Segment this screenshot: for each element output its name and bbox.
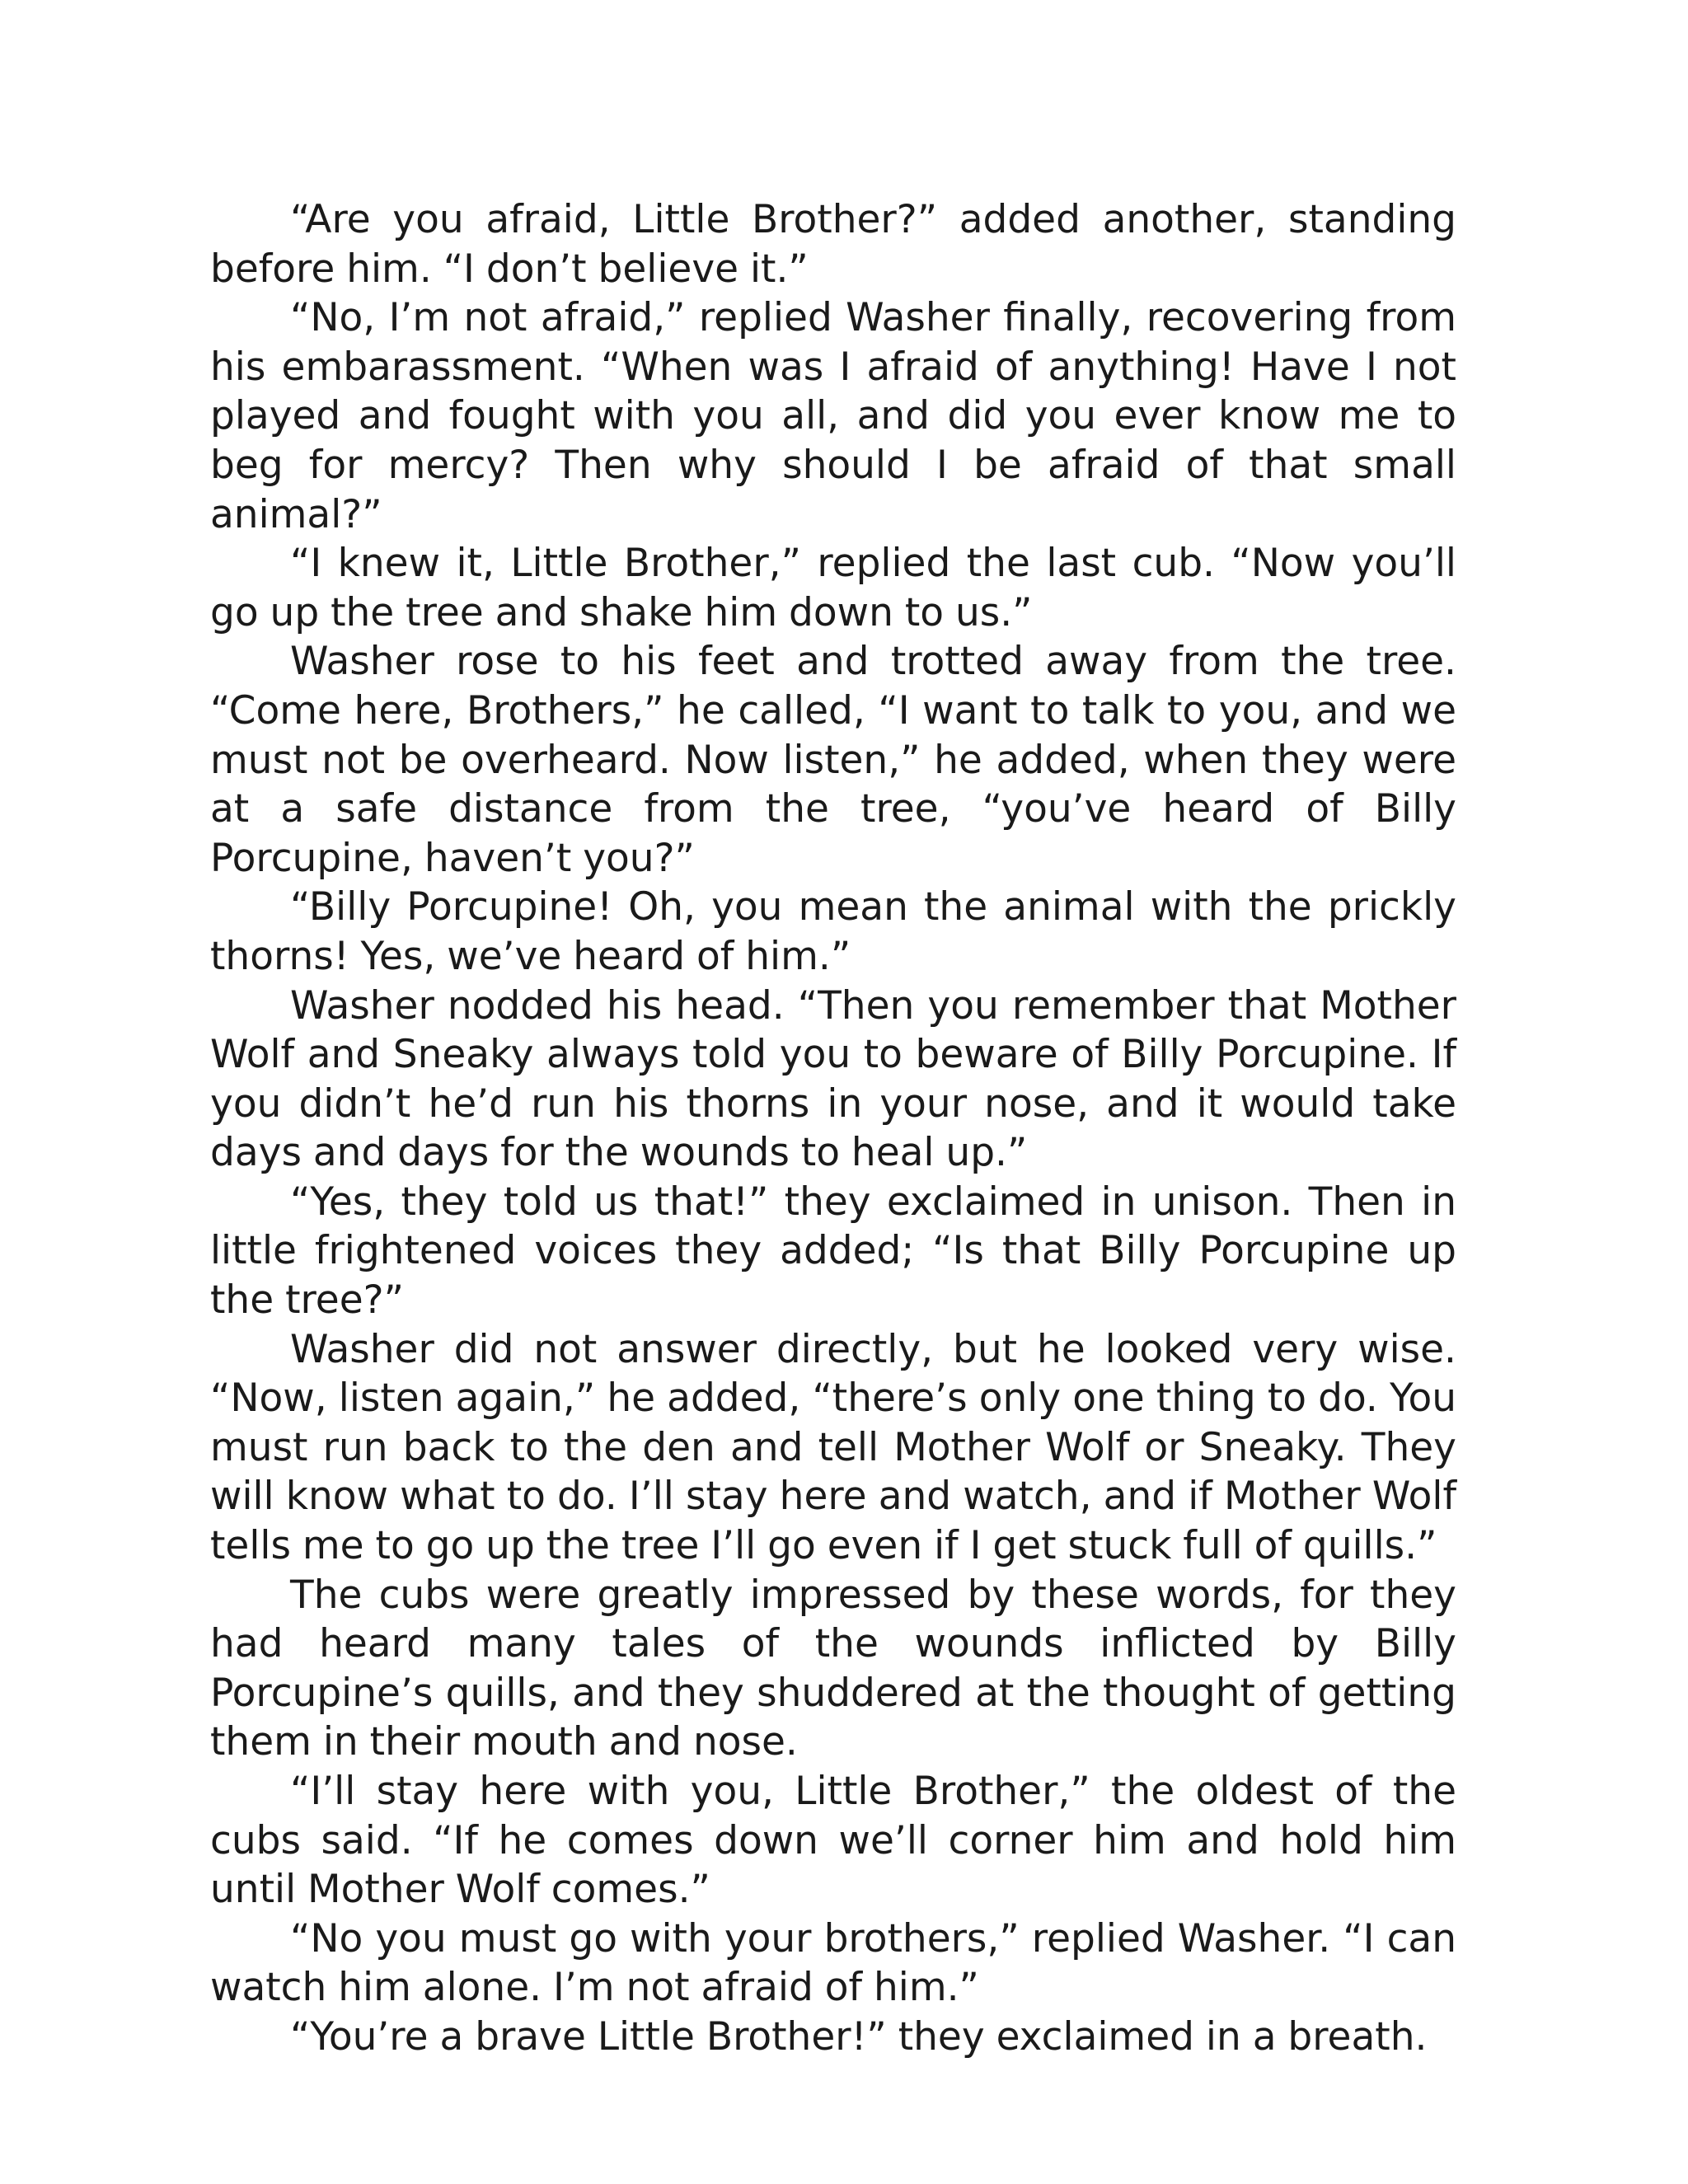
paragraph: Washer nodded his head. “Then you remember that Mother Wolf and Sneaky always told you to beware of Billy Porcupine. If you didn’t he’d run his thorns in your nose, and it would take days and days for the wounds to heal up.” — [210, 982, 1456, 1176]
paragraph: “No you must go with your brothers,” replied Washer. “I can watch him alone. I’m not afraid of him.” — [210, 1915, 1456, 2011]
paragraph: Washer rose to his feet and trotted away from the tree. “Come here, Brothers,” he called, “I want to talk to you, and we must not be overheard. Now listen,” he added, when they were at a safe distance from the tree, “you’ve heard of Billy Porcupine, haven’t you?” — [210, 639, 1456, 881]
paragraph: “I’ll stay here with you, Little Brother,” the oldest of the cubs said. “If he comes down we’ll corner him and hold him until Mother Wolf comes.” — [210, 1769, 1456, 1913]
paragraph: “You’re a brave Little Brother!” they exclaimed in a breath. — [290, 2013, 1428, 2060]
paragraph: “No, I’m not afraid,” replied Washer finally, recovering from his embarassment. “When was I afraid of anything! Have I not played and fought with you all, and did you ever know me to beg for mercy? Then why should I be afraid of that small animal?” — [210, 295, 1456, 537]
paragraph: “Billy Porcupine! Oh, you mean the animal with the prickly thorns! Yes, we’ve heard of him.” — [210, 884, 1456, 979]
paragraph: The cubs were greatly impressed by these words, for they had heard many tales of the wounds inflicted by Billy Porcupine’s quills, and they shuddered at the thought of getting them in their mouth and nose. — [210, 1572, 1456, 1765]
body-text — [210, 195, 1456, 2062]
paragraph: “Yes, they told us that!” they exclaimed in unison. Then in little frightened voices they added; “Is that Billy Porcupine up the tree?” — [210, 1179, 1456, 1324]
paragraph: “I knew it, Little Brother,” replied the last cub. “Now you’ll go up the tree and shake him down to us.” — [210, 541, 1456, 635]
paragraph: Washer did not answer directly, but he looked very wise. “Now, listen again,” he added, “there’s only one thing to do. You must run back to the den and tell Mother Wolf or Sneaky. They will know what to do. I’ll stay here and watch, and if Mother Wolf tells me to go up the tree I’ll go even if I get stuck full of quills.” — [210, 1326, 1456, 1569]
paragraph: “Are you afraid, Little Brother?” added another, standing before him. “I don’t believe it.” — [210, 197, 1456, 292]
